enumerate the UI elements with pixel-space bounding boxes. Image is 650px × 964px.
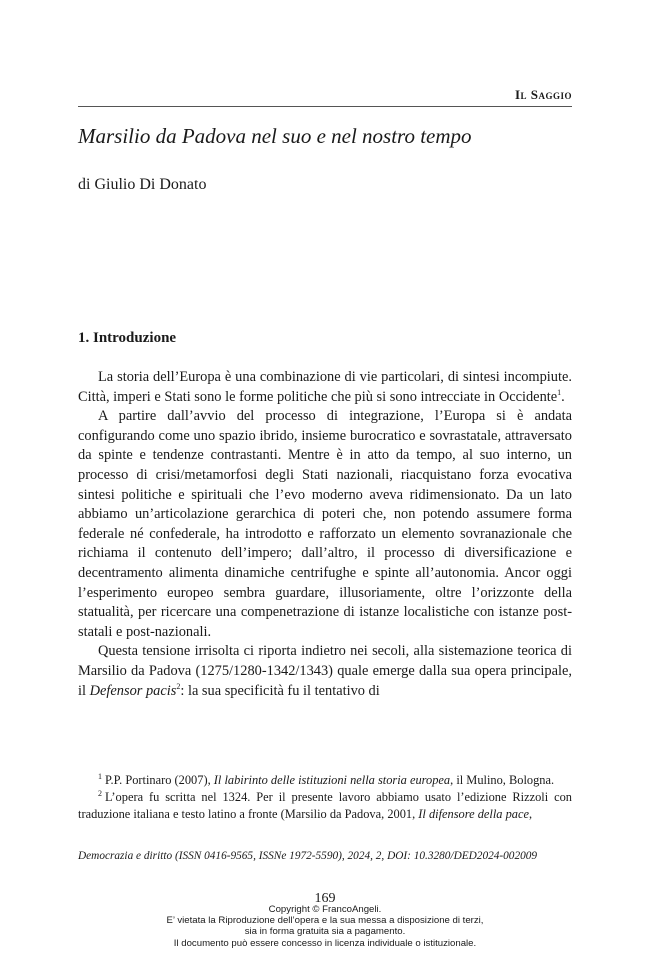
footnote-1: $^1$ P.P. Portinaro (2007), Il labirinto delle istituzioni nella storia europea, il Mulino, Bologna. [98, 771, 555, 787]
paragraph-1: La storia dell’Europa è una combinazione di vie particolari, di sintesi incompiute. Città, imperi e Stati sono le forme politiche che più si sono intrecciate in Occidente$^1$. [78, 369, 572, 405]
footnotes [78, 772, 572, 823]
journal-citation: Democrazia e diritto (ISSN 0416-9565, ISSNe 1972-5590), 2024, 2, DOI: 10.3280/DED2024-002009 [78, 850, 538, 862]
page-number: 169 [314, 891, 336, 906]
paragraph-3: Questa tensione irrisolta ci riporta indietro nei secoli, alla sistemazione teorica di Marsilio da Padova (1275/1280-1342/1343) quale emerge dalla sua opera principale, il Defensor pacis$^2$: la sua specificità fu il tentativo di [78, 643, 572, 699]
paragraph-2: A partire dall’avvio del processo di integrazione, l’Europa si è andata configurando come uno spazio ibrido, insieme burocratico e sovrastatale, attraversato da spinte e tendenze contrastanti. Mentre è in atto da tempo, al suo interno, un processo di crisi/metamorfosi degli Stati nazionali, riacquistano forza evocativa sintesi politiche e spirituali che l’evo moderno aveva ridimensionato. Da un lato abbiamo un’articolazione gerarchica di poteri che, non potendo assumere forma federale né confederale, ha introdotto e rafforzato un elemento sovranazionale che richiama il contenuto dell’impero; dall’altro, il processo di diversificazione e decentramento alimenta dinamiche centrifughe e spinte all’autonomia. Ancor oggi l’esperimento europeo sembra guardare, illusoriamente, oltre l’orizzonte della statualità, per ricercare una compenetrazione di istanze localistiche con istanze post-statali e post-nazionali. [78, 408, 572, 640]
footnote-ref-2[interactable]: 2 [176, 681, 181, 691]
footnote-ref-1[interactable]: 1 [557, 387, 562, 397]
section-heading: 1. Introduzione [78, 330, 177, 346]
running-header-section: Il Saggio [514, 87, 572, 102]
work-title: Defensor pacis [89, 682, 177, 699]
article-author: di Giulio Di Donato [78, 176, 207, 193]
copyright-notice [0, 904, 650, 949]
copyright-line-3: sia in forma gratuita sia a pagamento. [244, 926, 406, 938]
copyright-line-4: Il documento può essere concesso in licenza individuale o istituzionale. [173, 937, 477, 949]
footnote-2: $^2$ L’opera fu scritta nel 1324. Per il presente lavoro abbiamo usato l’edizione Rizzoli con traduzione italiana e testo latino a fronte (Marsilio da Padova, 2001, Il difensore della pace, [78, 788, 572, 821]
body-text [78, 368, 572, 701]
article-title: Marsilio da Padova nel suo e nel nostro tempo [78, 124, 472, 148]
header-rule [78, 106, 572, 107]
copyright-line-2: E’ vietata la Riproduzione dell’opera e la sua messa a disposizione di terzi, [166, 915, 484, 927]
copyright-line-1: Copyright © FrancoAngeli. [268, 904, 382, 915]
